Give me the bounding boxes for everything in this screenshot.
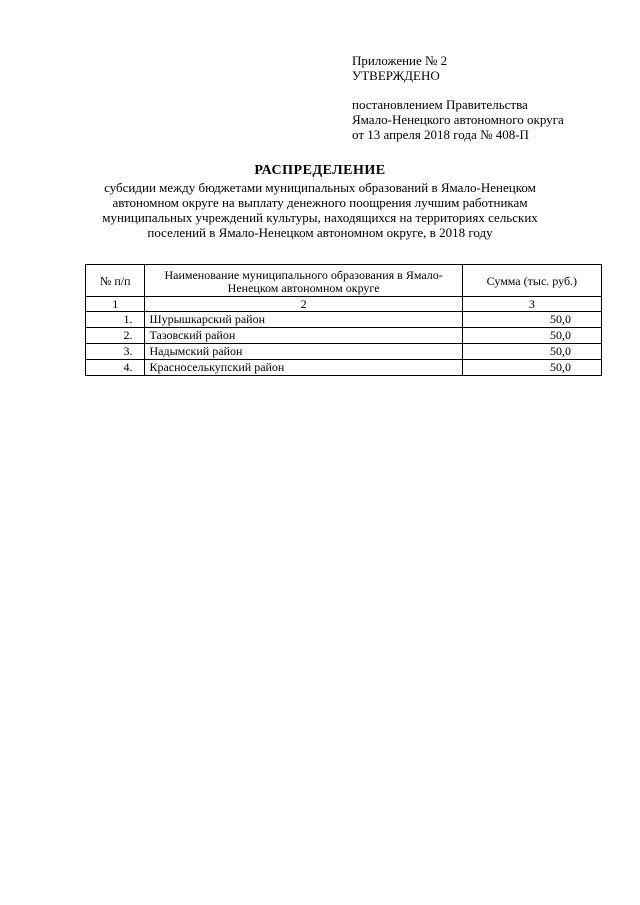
row-name: Тазовский район	[145, 328, 462, 344]
table-index-row	[86, 297, 602, 312]
subtitle-line-2: автономном округе на выплату денежного поощрения лучшим работникам	[112, 195, 528, 210]
row-name: Шурышкарский район	[145, 312, 462, 328]
row-number: 4.	[86, 360, 145, 376]
table-row	[86, 328, 602, 344]
row-name: Красноселькупский район	[145, 360, 462, 376]
approval-line-3: от 13 апреля 2018 года № 408-П	[352, 127, 529, 142]
row-name: Надымский район	[145, 344, 462, 360]
row-sum: 50,0	[462, 312, 601, 328]
subtitle-line-3: муниципальных учреждений культуры, находящихся на территориях сельских	[102, 210, 538, 225]
subtitle-line-4: поселений в Ямало-Ненецком автономном округе, в 2018 году	[147, 225, 493, 240]
document-title: РАСПРЕДЕЛЕНИЕ	[254, 163, 386, 178]
table-row	[86, 312, 602, 328]
approval-line-1: постановлением Правительства	[352, 97, 528, 112]
index-cell-2: 2	[145, 297, 462, 312]
approval-block	[352, 53, 622, 142]
header-name: Наименование муниципального образования в Ямало-Ненецком автономном округе	[145, 265, 462, 297]
header-number: № п/п	[86, 265, 145, 297]
approved-stamp: УТВЕРЖДЕНО	[352, 68, 440, 83]
row-sum: 50,0	[462, 344, 601, 360]
approval-spacer	[352, 83, 622, 97]
approval-line-2: Ямало-Ненецкого автономного округа	[352, 112, 564, 127]
row-sum: 50,0	[462, 328, 601, 344]
header-sum: Сумма (тыс. руб.)	[462, 265, 601, 297]
index-cell-3: 3	[462, 297, 601, 312]
index-cell-1: 1	[86, 297, 145, 312]
table-row	[86, 360, 602, 376]
distribution-table	[85, 264, 602, 376]
appendix-label: Приложение № 2	[352, 53, 448, 68]
table-header-row	[86, 265, 602, 297]
document-subtitle	[70, 180, 570, 240]
row-sum: 50,0	[462, 360, 601, 376]
row-number: 3.	[86, 344, 145, 360]
row-number: 2.	[86, 328, 145, 344]
table-row	[86, 344, 602, 360]
subtitle-line-1: субсидии между бюджетами муниципальных образований в Ямало-Ненецком	[104, 180, 536, 195]
row-number: 1.	[86, 312, 145, 328]
